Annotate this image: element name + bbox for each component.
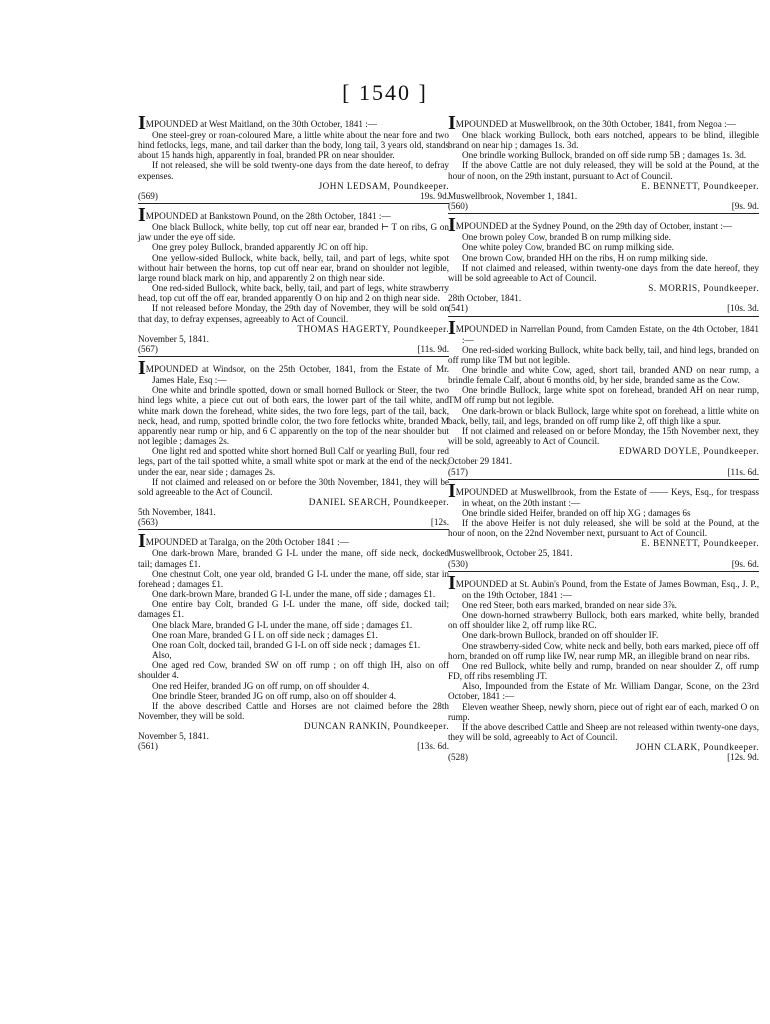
notice-paragraph: One chestnut Colt, one year old, branded G I-L under the mane, off side, star in forehead ; damages £1.: [138, 568, 449, 589]
notice-paragraph: If the above described Cattle and Sheep are not released within twenty-one days, they will be sold, agreeably to Act of Council.: [448, 721, 759, 742]
notice-heading: [448, 112, 759, 134]
drop-cap: I: [138, 530, 146, 553]
notice-paragraph: One roan Mare, branded G I L on off side neck ; damages £1.: [152, 629, 378, 640]
heading-text: MPOUNDED at the Sydney Pound, on the 29th day of October, instant :—: [455, 221, 733, 232]
notice-fee: [11s. 9d.: [417, 343, 449, 354]
heading-text: MPOUNDED at West Maitland, on the 30th October, 1841 :—: [145, 119, 377, 129]
impound-notice: [138, 357, 449, 530]
notice-paragraph: One entire bay Colt, branded G I-L under the mane, off side, docked tail; damages £1.: [138, 599, 449, 620]
impound-notice: [448, 112, 759, 214]
notice-paragraph: Eleven weather Sheep, newly shorn, piece out of right ear of each, marked O on rump.: [448, 701, 759, 722]
notice-heading: [138, 357, 449, 386]
notice-number: (517): [448, 466, 468, 477]
notice-paragraph: One black Mare, branded G I-L under the mane, off side ; damages £1.: [152, 619, 413, 630]
notice-date: Muswellbrook, October 25, 1841.: [448, 548, 573, 559]
drop-cap: I: [138, 357, 146, 380]
notice-paragraph: One black Bullock, white belly, top cut off near ear, branded ⊢ T on ribs, G on jaw under the eye off side.: [138, 222, 449, 243]
notice-footer: [138, 191, 449, 201]
heading-text: MPOUNDED at St. Aubin's Pound, from the Estate of James Bowman, Esq., J. P., on the 19th October, 1841 :—: [455, 578, 759, 600]
notice-paragraph: One red-sided Bullock, white back, belly, tail, and part of legs, white strawberry head, top cut off the off ear, branded apparently O on hip and 2 on thigh near side.: [138, 283, 449, 304]
notice-heading: [448, 479, 759, 508]
notice-paragraph: One brown poley Cow, branded B on rump milking side.: [462, 232, 671, 243]
notice-paragraph: One dark-brown Bullock, branded on off shoulder IF.: [462, 630, 659, 641]
notice-paragraph: One white poley Cow, branded BC on rump milking side.: [462, 242, 674, 253]
notice-footer: [448, 752, 759, 762]
heading-text: MPOUNDED at Muswellbrook, on the 30th October, 1841, from Negoa :—: [455, 119, 736, 129]
notice-paragraph: One dark-brown Mare, branded G I-L under the mane, off side ; damages £1.: [152, 589, 436, 600]
notice-number: (530): [448, 558, 468, 569]
notice-paragraph: If the above Cattle are not duly released, they will be sold at the Pound, at the hour of noon, on the 29th instant, pursuant to Act of Council.: [448, 160, 759, 181]
heading-text: MPOUNDED at Windsor, on the 25th October, 1841, from the Estate of Mr. James Hale, Esq :—: [145, 364, 449, 386]
page-number: [ 1540 ]: [342, 80, 428, 105]
left-column: [138, 112, 449, 756]
notice-paragraph: One brindle sided Heifer, branded on off hip XG ; damages 6s: [462, 507, 691, 518]
drop-cap: I: [138, 112, 146, 134]
notice-paragraph: Also,: [152, 650, 172, 661]
notice-number: (541): [448, 303, 468, 314]
notice-date: 28th October, 1841.: [448, 293, 522, 304]
impound-notice: [448, 214, 759, 316]
poundkeeper-signature: S. MORRIS, Poundkeeper.: [648, 283, 759, 294]
notice-footer: [448, 201, 759, 211]
notice-number: (563): [138, 517, 158, 528]
notice-fee: [11s. 6d.: [727, 466, 759, 477]
notice-divider: [448, 316, 759, 317]
notice-footer: [448, 467, 759, 477]
right-column: [448, 112, 759, 766]
poundkeeper-signature: JOHN CLARK, Poundkeeper.: [635, 742, 759, 753]
notice-heading: [138, 112, 449, 134]
impound-notice: [448, 479, 759, 572]
notice-footer: [138, 741, 449, 751]
poundkeeper-signature: THOMAS HAGERTY, Poundkeeper.: [297, 323, 449, 334]
notice-heading: [448, 214, 759, 237]
drop-cap: I: [448, 214, 456, 237]
notice-date: 5th November, 1841.: [138, 507, 216, 518]
drop-cap: I: [448, 316, 456, 339]
notice-paragraph: One aged red Cow, branded SW on off rump ; on off thigh IH, also on off shoulder 4.: [138, 660, 449, 681]
heading-text: MPOUNDED at Bankstown Pound, on the 28th October, 1841 :—: [145, 211, 391, 222]
notice-heading: [448, 571, 759, 600]
notice-paragraph: One brindle working Bullock, branded on off side rump 5B ; damages 1s. 3d.: [462, 150, 747, 161]
notice-fee: [10s. 3d.: [727, 303, 759, 314]
drop-cap: I: [448, 571, 456, 594]
notice-number: (561): [138, 741, 158, 752]
notice-paragraph: One roan Colt, docked tail, branded G I-L on off side neck ; damages £1.: [152, 639, 421, 650]
notice-fee: [12s.: [430, 517, 449, 528]
poundkeeper-signature: E. BENNETT, Poundkeeper.: [641, 180, 759, 191]
notice-paragraph: One strawberry-sided Cow, white neck and belly, both ears marked, piece off off horn, branded on off rump like IW, near rump MR, an illegible brand on near ribs.: [448, 640, 759, 661]
notice-number: (560): [448, 201, 468, 212]
poundkeeper-signature: DANIEL SEARCH, Poundkeeper.: [308, 497, 449, 507]
impound-notice: [138, 112, 449, 204]
notice-divider: [138, 203, 449, 204]
notice-paragraph: One dark-brown or black Bullock, large white spot on forehead, a little white on back, belly, tail, and legs, branded on off rump like 2, off thigh like a spur.: [448, 405, 759, 426]
impound-notice: [448, 571, 759, 763]
notice-heading: [138, 530, 449, 553]
notice-paragraph: If not released before Monday, the 29th day of November, they will be sold on that day, to defray expenses, agreeably to Act of Council.: [138, 303, 449, 324]
notice-paragraph: One brown Cow, branded HH on the ribs, H on rump milking side.: [462, 252, 708, 263]
notice-paragraph: One yellow-sided Bullock, white back, belly, tail, and part of legs, white spot without hair between the horns, top cut off near ear, brand on shoulder not legible, large round black mark on hip, and apparently 2 on thigh near side.: [138, 252, 449, 283]
notice-date: November 5, 1841.: [138, 731, 209, 742]
notice-paragraph: One light red and spotted white short horned Bull Calf or yearling Bull, four red legs, part of the tail spotted white, a small white spot or mark at the end of the neck, under the ear, near side ; damages 2s.: [138, 446, 449, 477]
notice-number: (569): [138, 190, 158, 201]
notice-date: Muswellbrook, November 1, 1841.: [448, 190, 578, 201]
notice-paragraph: One brindle and white Cow, aged, short tail, branded AND on near rump, a brindle female Calf, about 6 months old, by her side, branded same as the Cow.: [448, 364, 759, 386]
notice-paragraph: One red Heifer, branded JG on off rump, on off shoulder 4.: [152, 680, 370, 691]
notice-paragraph: One black working Bullock, both ears notched, appears to be blind, illegible brand on near hip ; damages 1s. 3d.: [448, 130, 759, 151]
notice-fee: [12s. 9d.: [727, 752, 759, 763]
notice-paragraph: One brindle Bullock, large white spot on forehead, branded AH on near rump, TM off rump but not legible.: [448, 385, 759, 406]
poundkeeper-signature: E. BENNETT, Poundkeeper.: [641, 538, 759, 549]
notice-fee: [9s. 6d.: [731, 558, 759, 569]
notice-footer: [448, 303, 759, 313]
notice-divider: [448, 479, 759, 480]
notice-fee: [9s. 9d.: [731, 201, 759, 212]
notice-footer: [138, 517, 449, 527]
notice-paragraph: One steel-grey or roan-coloured Mare, a little white about the near fore and two hind fetlocks, legs, mane, and tail darker than the body, long tail, 3 years old, stands about 15 hands high, apparently in foal, branded PR on near shoulder.: [138, 130, 449, 161]
notice-paragraph: One red-sided working Bullock, white back belly, tail, and hind legs, branded on off rump like TM but not legible.: [448, 344, 759, 365]
notice-divider: [448, 571, 759, 572]
poundkeeper-signature: EDWARD DOYLE, Poundkeeper.: [618, 446, 759, 457]
impound-notice: [138, 530, 449, 752]
notice-fee: 19s. 9d.: [420, 190, 449, 201]
drop-cap: I: [448, 479, 456, 502]
notice-paragraph: One red Steer, both ears marked, branded on near side 3⅞.: [462, 599, 677, 610]
impound-notice: [448, 316, 759, 480]
notice-divider: [448, 213, 759, 214]
notice-footer: [138, 344, 449, 354]
notice-footer: [448, 559, 759, 569]
notice-paragraph: One red Bullock, white belly and rump, branded on near shoulder Z, off rump FD, off ribs resembling JT.: [448, 660, 759, 682]
notice-paragraph: One grey poley Bullock, branded apparently JC on off hip.: [152, 242, 368, 253]
notice-divider: [138, 529, 449, 530]
notice-number: (528): [448, 752, 468, 763]
notice-paragraph: If not claimed and released, within twenty-one days from the date hereof, they will be sold agreeable to Act of Council.: [448, 262, 759, 283]
poundkeeper-signature: JOHN LEDSAM, Poundkeeper.: [318, 180, 449, 191]
notice-date: November 5, 1841.: [138, 333, 209, 344]
notice-paragraph: If the above described Cattle and Horses are not claimed before the 28th November, they will be sold.: [138, 700, 449, 721]
heading-text: MPOUNDED at Muswellbrook, from the Estate of —— Keys, Esq., for trespass in wheat, on the 20th instant :—: [455, 486, 759, 508]
notice-paragraph: If not claimed and released on or before Monday, the 15th November next, they will be sold, agreeably to Act of Council.: [448, 425, 759, 447]
notice-divider: [138, 356, 449, 357]
notice-date: October 29 1841.: [448, 456, 513, 467]
poundkeeper-signature: DUNCAN RANKIN, Poundkeeper.: [303, 721, 449, 732]
notice-paragraph: One brindle Steer, branded JG on off rump, also on off shoulder 4.: [152, 690, 396, 701]
heading-text: MPOUNDED at Taralga, on the 20th October 1841 :—: [145, 537, 349, 548]
drop-cap: I: [138, 204, 146, 227]
notice-paragraph: Also, Impounded from the Estate of Mr. William Dangar, Scone, on the 23rd October, 1841 :—: [448, 681, 759, 702]
notice-paragraph: If not claimed and released on or before the 30th November, 1841, they will be sold agreeable to the Act of Council.: [138, 476, 449, 497]
notice-number: (567): [138, 343, 158, 354]
notice-heading: [138, 204, 449, 227]
notice-fee: [13s. 6d.: [417, 741, 449, 752]
notice-heading: [448, 316, 759, 345]
drop-cap: I: [448, 112, 456, 134]
notice-paragraph: One down-horned strawberry Bullock, both ears marked, white belly, branded on off shoulder like 2, off rump like RC.: [448, 610, 759, 631]
notice-paragraph: If not released, she will be sold twenty-one days from the date hereof, to defray expenses.: [138, 160, 449, 181]
notice-paragraph: One dark-brown Mare, branded G I-L under the mane, off side neck, docked tail; damages £1.: [138, 548, 449, 569]
notice-paragraph: If the above Heifer is not duly released, she will be sold at the Pound, at the hour of noon, on the 22nd November next, pursuant to Act of Council.: [448, 518, 759, 539]
notice-paragraph: One white and brindle spotted, down or small horned Bullock or Steer, the two hind legs white, a piece cut out of both ears, the lower part of the tail white, and white mark down the forehead, white sides, the two fore legs, part of the tail, back, neck, head, and rump, spotted brindle color, the two fore fetlocks white, branded M apparently near rump or hip, and 6 C apparently on the top of the near shoulder but not legible ; damages 2s.: [138, 385, 449, 447]
heading-text: MPOUNDED in Narrellan Pound, from Camden Estate, on the 4th October, 1841 :—: [455, 323, 759, 345]
impound-notice: [138, 204, 449, 357]
